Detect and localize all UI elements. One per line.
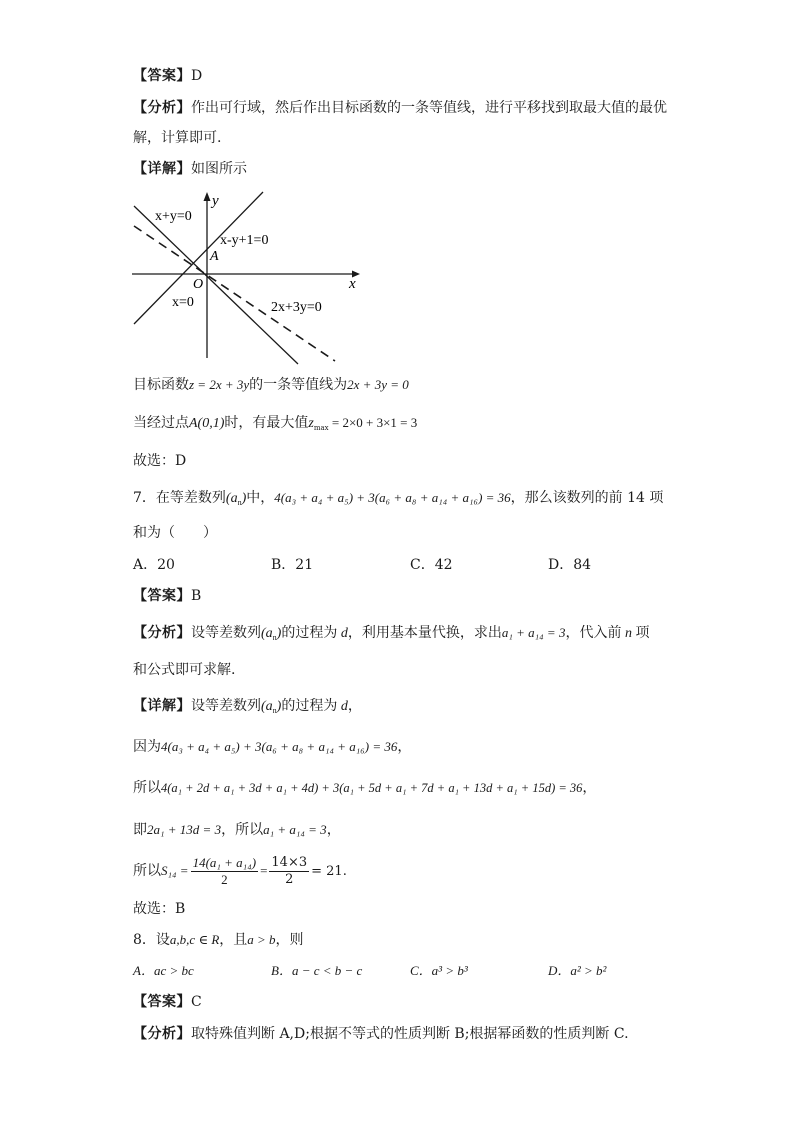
q6-objective-expr: z = 2x + 3y (189, 377, 250, 392)
q7-analysis-c: ，利用基本量代换，求出 (347, 625, 502, 641)
q8-option-b: B．a − c < b − c (271, 963, 363, 978)
q7-option-d: D．84 (548, 557, 592, 573)
q7-step4-result: = 21. (311, 864, 347, 879)
q8-analysis: 取特殊值判断 A,D;根据不等式的性质判断 B;根据幂函数的性质判断 C. (191, 1026, 629, 1042)
q7-step4-lhs: S₁₄ = (161, 863, 189, 878)
q7-step3-mid: ，所以 (221, 822, 264, 838)
q7-step1-eq: 4(a₃ + a₄ + a₅) + 3(a₆ + a₈ + a₁₄ + a₁₆) = 36 (161, 739, 398, 754)
label-x-eq-0: x=0 (172, 295, 194, 310)
detail-tag: 【详解】 (133, 161, 191, 177)
q7-analysis-e: 项 (635, 625, 650, 641)
q7-analysis-line2: 和公式即可求解. (133, 662, 236, 678)
q6-analysis-row (133, 98, 667, 118)
q7-stem-tail: ，那么该数列的前 14 项 (510, 490, 664, 506)
label-x-minus-y-plus-1: x-y+1=0 (220, 233, 269, 248)
label-origin: O (193, 277, 204, 292)
q8-stem-tail: ，则 (275, 932, 304, 948)
label-x-plus-y: x+y=0 (155, 209, 192, 224)
q7-step4-frac1: $\frac{\text{14(a₁ + a₁₄)}}{2}$ (192, 854, 257, 887)
answer-tag: 【答案】 (133, 994, 191, 1010)
q8-stem-mid: ，且 (219, 932, 248, 948)
q7-option-b: B．21 (271, 557, 314, 573)
q7-step2-prefix: 所以 (133, 780, 161, 796)
q8-option-d: D．a² > b² (548, 963, 607, 978)
q6-answer-row (133, 66, 202, 86)
q7-analysis-row (133, 623, 649, 648)
q7-stem-line2: 和为（ ） (133, 525, 217, 541)
q6-answer: D (191, 68, 203, 84)
detail-tag: 【详解】 (133, 698, 191, 714)
q6-max-prefix: 当经过点 (133, 415, 189, 431)
q7-stem-seq: $(a_n)$ (225, 491, 247, 507)
analysis-tag: 【分析】 (133, 100, 191, 116)
q7-stem-mid: 中， (246, 490, 275, 506)
q8-stem-vars: a,b,c ∈ R (169, 932, 220, 947)
q6-detail-text: 如图所示 (191, 161, 247, 177)
q6-level-line: 2x + 3y = 0 (347, 377, 409, 392)
q6-max-value: = 2×0 + 3×1 = 3 (328, 415, 418, 430)
x-axis-label: x (349, 276, 356, 292)
q7-step2-row (133, 778, 596, 798)
q7-answer: B (191, 588, 202, 604)
q7-step3-eq2: a₁ + a₁₄ = 3 (263, 822, 327, 837)
q7-step3-prefix: 即 (133, 822, 147, 838)
q7-option-c: C．42 (410, 557, 453, 573)
q7-step1-row (133, 737, 411, 757)
q6-analysis-line2: 解，计算即可. (133, 130, 222, 146)
q7-detail-seq: $(a_n)$ (261, 699, 282, 715)
q7-step1-tail: ， (397, 739, 412, 755)
q8-answer: C (191, 994, 202, 1010)
q8-stem-row (133, 930, 304, 950)
q6-point: A(0,1) (189, 416, 225, 431)
q7-step1-prefix: 因为 (133, 739, 161, 755)
answer-tag: 【答案】 (133, 588, 191, 604)
q7-option-a: A．20 (133, 557, 175, 573)
q6-objective-prefix: 目标函数 (133, 377, 189, 393)
analysis-tag: 【分析】 (133, 1026, 191, 1042)
q8-option-c: C．a³ > b³ (410, 963, 468, 978)
y-axis-arrow (204, 192, 211, 201)
q7-analysis-b: 的过程为 (281, 625, 338, 641)
q7-step3-eq1: 2a₁ + 13d = 3 (147, 822, 222, 837)
q7-stem-row-2 (133, 523, 217, 543)
q7-choice: 故选：B (133, 901, 186, 917)
feasible-region-diagram (130, 186, 370, 366)
q6-analysis-line1: 作出可行域，然后作出目标函数的一条等值线，进行平移找到取最大值的最优 (191, 100, 667, 116)
q7-detail-a: 设等差数列 (191, 698, 261, 714)
q6-analysis-row-2 (133, 128, 221, 148)
q7-step2-eq: 4(a₁ + 2d + a₁ + 3d + a₁ + 4d) + 3(a₁ + 5d + a₁ + 7d + a₁ + 13d + a₁ + 15d) = 36 (161, 781, 583, 795)
q7-detail-b: 的过程为 (281, 698, 338, 714)
q6-max-row (133, 413, 417, 438)
q7-analysis-row-2 (133, 660, 235, 680)
line-x-plus-y (134, 206, 298, 364)
q8-analysis-row (133, 1024, 629, 1044)
q6-detail-row (133, 159, 247, 179)
q7-analysis-eq: a₁ + a₁₄ = 3 (501, 625, 566, 640)
q8-option-a: A．ac > bc (133, 963, 194, 978)
y-axis-label: y (212, 193, 219, 209)
q7-stem-prefix: 7．在等差数列 (133, 490, 226, 506)
q7-analysis-d: ，代入前 (565, 625, 622, 641)
q7-analysis-a: 设等差数列 (191, 625, 261, 641)
q6-max-sub: max (313, 424, 329, 432)
q7-step4-frac2: $\frac{14\times 3}{2}$ (271, 854, 308, 887)
analysis-tag: 【分析】 (133, 625, 191, 641)
q7-analysis-n: n (621, 626, 636, 641)
line-x-minus-y-plus-1 (134, 192, 263, 324)
q7-stem-row (133, 488, 663, 513)
q7-step4-row: 所以S₁₄ = $\frac{\text{14(a₁ + a₁₄)}}{2}$ = $\frac{14\times 3}{2}$ = 21. (133, 854, 347, 887)
q8-stem-cond: a > b (247, 932, 276, 947)
answer-tag: 【答案】 (133, 68, 191, 84)
q7-detail-row: 【详解】设等差数列$(a_n)$的过程为 d， (133, 698, 362, 715)
label-point-a: A (210, 249, 219, 264)
q6-choice-row (133, 451, 186, 471)
q7-step3-tail: ， (326, 822, 341, 838)
q6-choice: 故选：D (133, 453, 187, 469)
q7-stem-eq: 4(a₃ + a₄ + a₅) + 3(a₆ + a₈ + a₁₄ + a₁₆) = 36 (274, 490, 511, 505)
q7-choice-row (133, 899, 185, 919)
label-2x-plus-3y: 2x+3y=0 (271, 300, 322, 315)
q8-answer-row (133, 992, 202, 1012)
q6-objective-mid: 的一条等值线为 (249, 377, 348, 393)
q7-step2-tail: ， (582, 780, 597, 796)
q7-analysis-seq: $(a_n)$ (261, 626, 282, 642)
q8-stem-prefix: 8．设 (133, 932, 170, 948)
q7-step4-prefix: 所以 (133, 863, 161, 879)
q7-answer-row (133, 586, 201, 606)
q6-objective-row (133, 375, 409, 395)
q7-detail-d-var: d (337, 699, 348, 714)
q7-analysis-d-var: d (337, 626, 348, 641)
q7-step3-row (133, 820, 341, 840)
q6-max-mid: 时，有最大值 (224, 415, 309, 431)
q6-max-z: z (308, 416, 314, 431)
